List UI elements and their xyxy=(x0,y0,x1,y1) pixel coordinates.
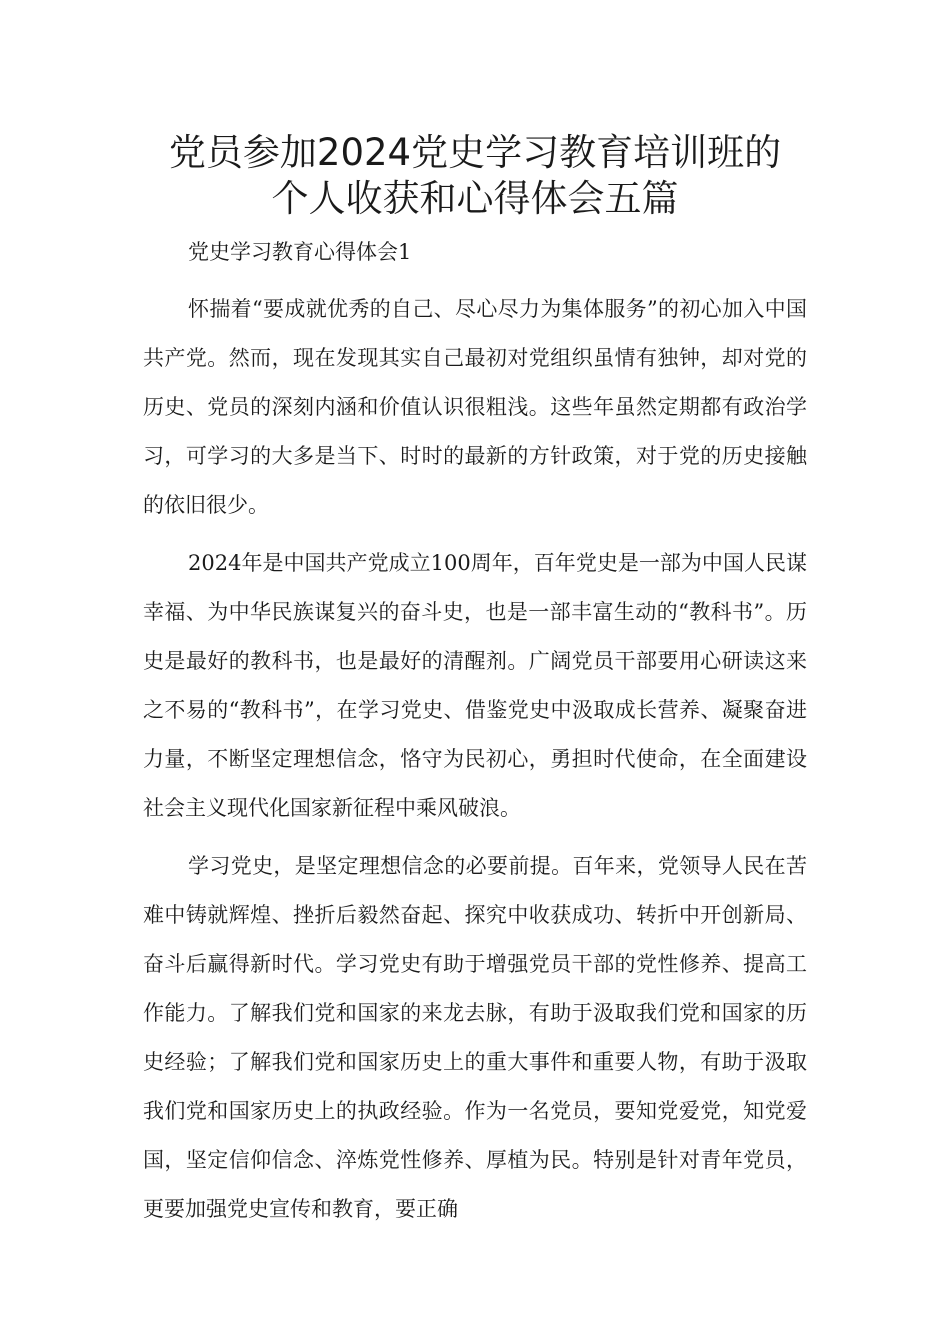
document-title xyxy=(0,130,950,222)
document-body xyxy=(143,228,807,1234)
title-line-2: 个人收获和心得体会五篇 xyxy=(271,177,679,220)
section-heading: 党史学习教育心得体会1 xyxy=(188,240,412,264)
paragraph-3: 学习党史，是坚定理想信念的必要前提。百年来，党领导人民在苦难中铸就辉煌、挫折后毅然奋起、探究中收获成功、转折中开创新局、奋斗后赢得新时代。学习党史有助于增强党员干部的党性修养、提高工作能力。了解我们党和国家的来龙去脉，有助于汲取我们党和国家的历史经验；了解我们党和国家历史上的重大事件和重要人物，有助于汲取我们党和国家历史上的执政经验。作为一名党员，要知党爱党，知党爱国，坚定信仰信念、淬炼党性修养、厚植为民。特别是针对青年党员，更要加强党史宣传和教育，要正确 xyxy=(143,854,807,1221)
paragraph-1: 怀揣着“要成就优秀的自己、尽心尽力为集体服务”的初心加入中国共产党。然而，现在发现其实自己最初对党组织虽情有独钟，却对党的历史、党员的深刻内涵和价值认识很粗浅。这些年虽然定期都有政治学习，可学习的大多是当下、时时的最新的方针政策，对于党的历史接触的依旧很少。 xyxy=(143,297,807,517)
paragraph-2: 2024年是中国共产党成立100周年，百年党史是一部为中国人民谋幸福、为中华民族谋复兴的奋斗史，也是一部丰富生动的“教科书”。历史是最好的教科书，也是最好的清醒剂。广阔党员干部要用心研读这来之不易的“教科书”，在学习党史、借鉴党史中汲取成长营养、凝聚奋进力量，不断坚定理想信念，恪守为民初心，勇担时代使命，在全面建设社会主义现代化国家新征程中乘风破浪。 xyxy=(143,551,807,820)
title-line-1: 党员参加2024党史学习教育培训班的 xyxy=(168,131,782,174)
